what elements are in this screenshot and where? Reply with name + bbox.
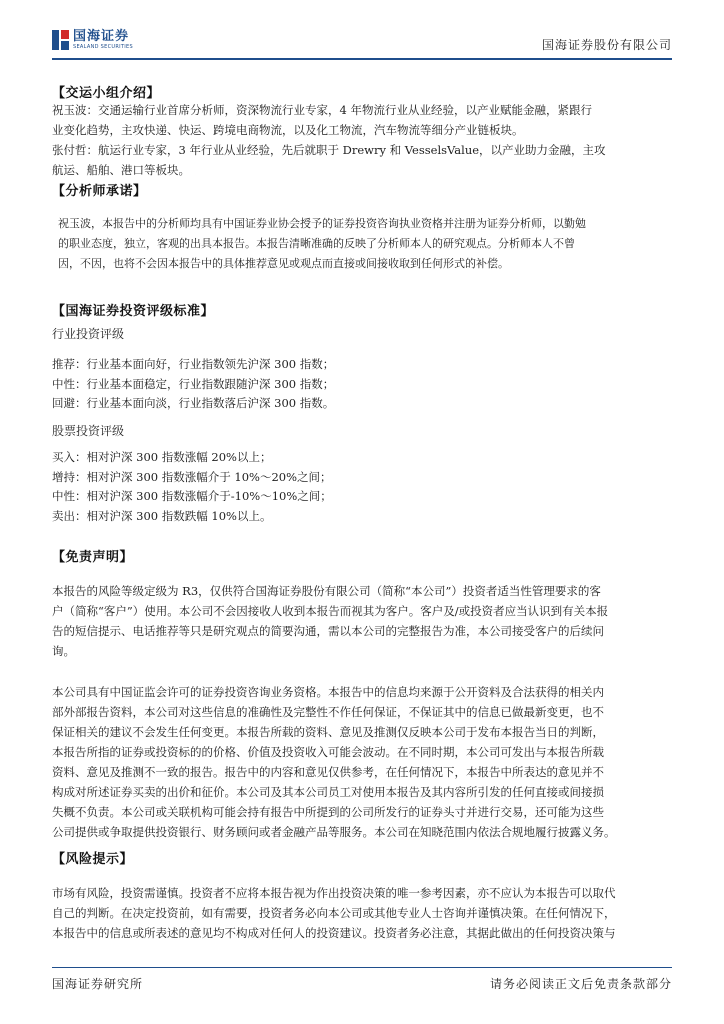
section-title-risk: 【风险提示】 [52, 852, 134, 867]
risk-line: 市场有风险，投资需谨慎。投资者不应将本报告视为作出投资决策的唯一参考因素，亦不应认为本报告可以取代 [52, 886, 616, 900]
industry-rating-label: 行业投资评级 [52, 327, 125, 341]
stock-rating-list [52, 448, 332, 526]
disclaimer-line: 本报告所指的证券或投资标的的价格、价值及投资收入可能会波动。在不同时期，本公司可发出与本报告所载 [52, 745, 604, 759]
disclaimer-line: 资料、意见及推测不一致的报告。报告中的内容和意见仅供参考，在任何情况下，本报告中所表达的意见并不 [52, 765, 604, 779]
disclaimer-line: 保证相关的建议不会发生任何变更。本报告所载的资料、意见及推测仅反映本公司于发布本报告当日的判断， [52, 725, 604, 739]
team-intro [52, 100, 672, 180]
section-title-disclaimer: 【免责声明】 [52, 550, 134, 565]
risk-line: 本报告中的信息或所表述的意见均不构成对任何人的投资建议。投资者务必注意，其据此做出的任何投资决策与 [52, 926, 616, 940]
team-line: 航运、船舶、港口等板块。 [52, 163, 190, 177]
stock-rating-item: 卖出：相对沪深 300 指数跌幅 10%以上。 [52, 508, 272, 523]
team-line: 祝玉波：交通运输行业首席分析师，资深物流行业专家，4 年物流行业从业经验，以产业赋能金融，紧跟行 [52, 103, 592, 117]
industry-rating-item: 回避：行业基本面向淡，行业指数落后沪深 300 指数。 [52, 396, 335, 410]
company-logo [52, 30, 133, 50]
disclaimer-line: 部外部报告资料，本公司对这些信息的准确性及完整性不作任何保证，不保证其中的信息已做最新变更，也不 [52, 705, 604, 719]
logo-text-cn: 国海证券 [73, 29, 130, 44]
industry-rating-item: 中性：行业基本面稳定，行业指数跟随沪深 300 指数； [52, 376, 335, 391]
risk-text [52, 883, 672, 943]
disclaimer-paragraph-2 [52, 682, 672, 842]
team-line: 业变化趋势，主攻快递、快运、跨境电商物流，以及化工物流，汽车物流等细分产业链板块。 [52, 123, 524, 137]
stock-rating-item: 买入：相对沪深 300 指数涨幅 20%以上； [52, 450, 272, 464]
disclaimer-line: 失概不负责。本公司或关联机构可能会持有报告中所提到的公司所发行的证券头寸并进行交易，还可能为这些 [52, 805, 604, 819]
footer-institute: 国海证券研究所 [52, 977, 144, 991]
risk-line: 自己的判断。在决定投资前，如有需要，投资者务必向本公司或其他专业人士咨询并谨慎决策。在任何情况下， [52, 906, 616, 920]
page-header [52, 28, 672, 58]
section-title-commitment: 【分析师承诺】 [52, 184, 147, 199]
stock-rating-label: 股票投资评级 [52, 424, 125, 438]
industry-rating-item: 推荐：行业基本面向好，行业指数领先沪深 300 指数； [52, 357, 335, 371]
commitment-line: 祝玉波，本报告中的分析师均具有中国证券业协会授予的证券投资咨询执业资格并注册为证券分析师，以勤勉 [58, 217, 586, 230]
disclaimer-paragraph-1 [52, 581, 672, 661]
section-title-team: 【交运小组介绍】 [52, 86, 161, 101]
disclaimer-line: 公司提供或争取提供投资银行、财务顾问或者金融产品等服务。本公司在知晓范围内依法合规地履行披露义务。 [52, 825, 616, 839]
disclaimer-line: 本报告的风险等级定级为 R3，仅供符合国海证券股份有限公司（简称“本公司”）投资者适当性管理要求的客 [52, 584, 601, 598]
footer-notice: 请务必阅读正文后免责条款部分 [489, 977, 672, 991]
header-divider [52, 58, 672, 60]
disclaimer-line: 户（简称“客户”）使用。本公司不会因接收人收到本报告而视其为客户。客户及/或投资者应当认识到有关本报 [52, 604, 609, 618]
stock-rating-item: 中性：相对沪深 300 指数涨幅介于-10%～10%之间； [52, 489, 332, 503]
section-title-rating: 【国海证券投资评级标准】 [52, 304, 215, 319]
disclaimer-line: 构成对所述证券买卖的出价和征价。本公司及其本公司员工对使用本报告及其内容所引发的任何直接或间接损 [52, 785, 604, 799]
commitment-text [58, 214, 672, 274]
team-line: 张付哲：航运行业专家，3 年行业从业经验，先后就职于 Drewry 和 VesselsValue，以产业助力金融，主攻 [52, 143, 606, 157]
disclaimer-line: 本公司具有中国证监会许可的证券投资咨询业务资格。本报告中的信息均来源于公开资料及合法获得的相关内 [52, 685, 604, 699]
logo-text-en: SEALAND SECURITIES [73, 44, 133, 50]
disclaimer-line: 询。 [52, 644, 75, 658]
stock-rating-item: 增持：相对沪深 300 指数涨幅介于 10%～20%之间； [52, 469, 332, 484]
logo-mark-icon [52, 30, 69, 50]
commitment-line: 的职业态度，独立，客观的出具本报告。本报告清晰准确的反映了分析师本人的研究观点。分析师本人不曾 [58, 237, 575, 250]
footer-divider [52, 967, 672, 968]
industry-rating-list [52, 355, 334, 414]
disclaimer-line: 告的短信提示、电话推荐等只是研究观点的简要沟通，需以本公司的完整报告为准，本公司接受客户的后续问 [52, 624, 604, 638]
header-company-name: 国海证券股份有限公司 [541, 38, 672, 52]
commitment-line: 因，不因，也将不会因本报告中的具体推荐意见或观点而直接或间接收取到任何形式的补偿。 [58, 257, 509, 270]
